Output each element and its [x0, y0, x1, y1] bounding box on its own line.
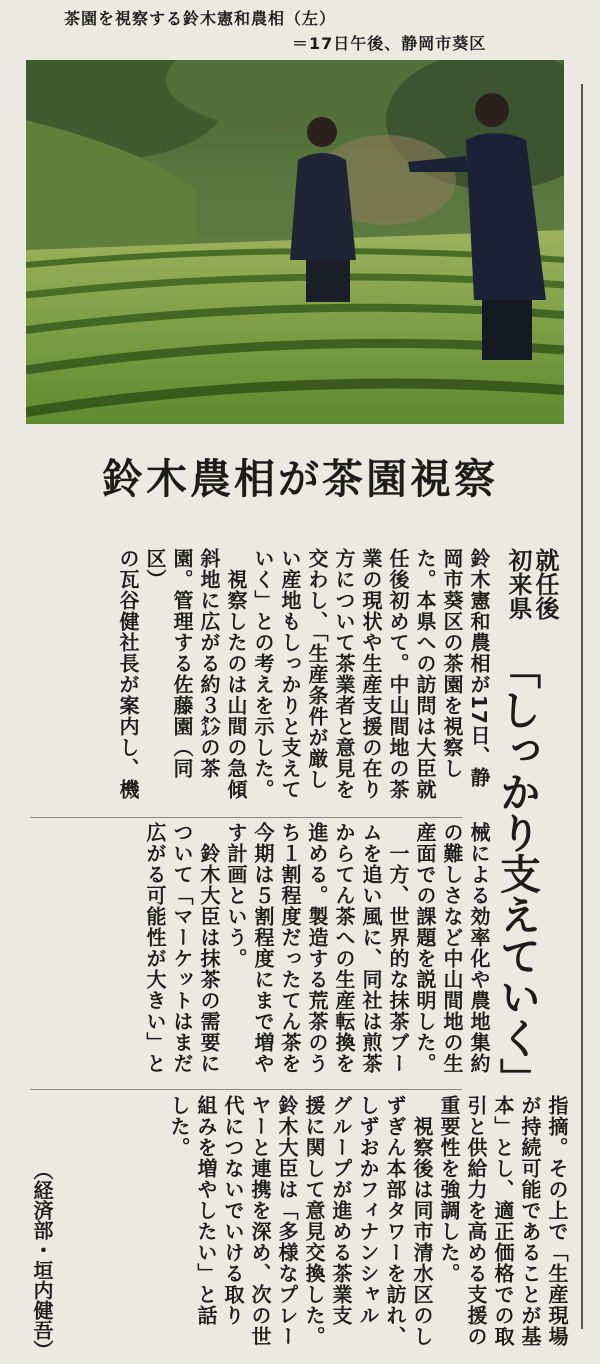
clipping-edge-line — [581, 84, 583, 1329]
photo-caption-line2: ＝17日午後、静岡市葵区 — [292, 34, 487, 53]
article-body-tier3: 指摘。その上で「生産現場 が持続可能であることが基 本」とし、適正価格での取 引と供給力を高める支援の 重要性を強調した。 視察後は同市清水区のし ずぎん本部タワーを訪れ、 しずおかフィナンシャル グループが進める茶業支 援に関して意見交換した。 鈴木大臣は「多様なプレー ヤーと連携を深め、次の世 代につないでいける取り 組みを増やしたい」と話 した。 — [167, 1095, 569, 1347]
subhead-line2: 初来県 — [504, 548, 532, 620]
article-body-tier1: 鈴木憲和農相が17日、静 岡市葵区の茶園を視察し た。本県への訪問は大臣就 任後初めて。中山間地の茶 業の現状や生産支援の在り 方について茶業者と意見を 交わし、「生産条件が厳し い産地もしっかりと支えて いく」との考えを示した。 視察したのは山間の急傾 斜地に広がる約３㌶の茶 園。管理する佐藤園（同区） の瓦谷健社長が案内し、機 — [116, 548, 491, 800]
tier-divider — [30, 817, 462, 818]
quote-headline: 「しっかり支えていく」 — [493, 648, 541, 1099]
headline: 鈴木農相が茶園視察 — [102, 455, 498, 503]
byline: （経済部・垣内健吾） — [30, 1160, 54, 1360]
tea-field-photo — [26, 60, 564, 424]
subhead-line1: 就任後 — [531, 548, 559, 620]
tier-divider — [30, 1089, 462, 1090]
article-body-tier2: 械による効率化や農地集約 の難しさなど中山間地の生 産面での課題を説明した。 一方、世界的な抹茶ブー ムを追い風に、同社は煎茶 からてん茶への生産転換を 進める。製造する荒茶のう ち１割程度だったてん茶を 今期は５割程度にまで増や す計画という。 鈴木大臣は抹茶の需要に ついて「マーケットはまだ 広がる可能性が大きい」と — [143, 822, 491, 1074]
photo-caption-line1: 茶園を視察する鈴木憲和農相（左） — [64, 9, 337, 28]
